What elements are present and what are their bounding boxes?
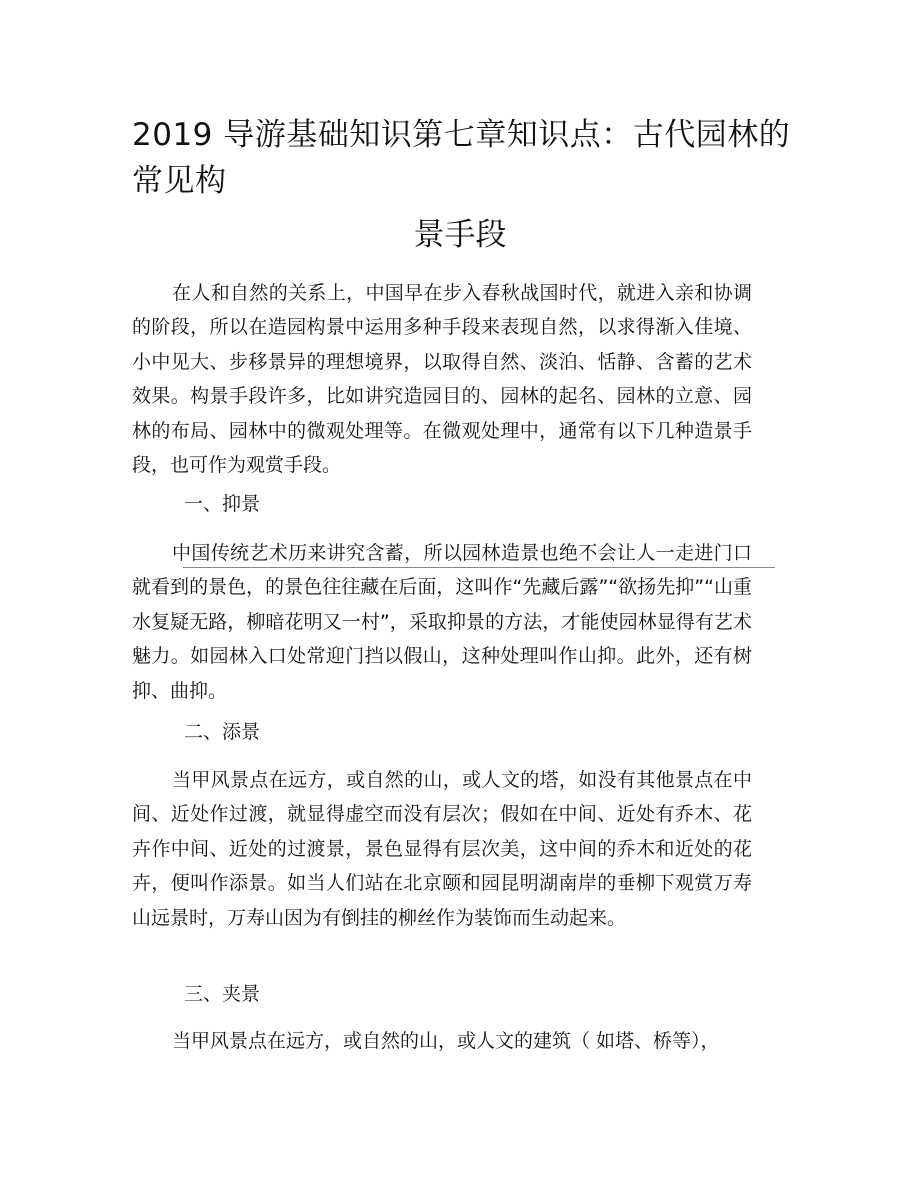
section-heading-3: 三、夹景 xyxy=(184,983,261,1005)
section-heading-1: 一、抑景 xyxy=(184,493,261,515)
title-line-1: 2019 导游基础知识第七章知识点：古代园林的常见构 xyxy=(132,117,791,199)
document-title-continued xyxy=(0,212,920,258)
intro-paragraph: 在人和自然的关系上，中国早在步入春秋战国时代，就进入亲和协调的阶段，所以在造园构景中运用多种手段来表现自然，以求得渐入佳境、小中见大、步移景异的理想境界，以取得自然、淡泊、恬静、含蓄的艺术效果。构景手段许多，比如讲究造园目的、园林的起名、园林的立意、园林的布局、园林中的微观处理等。在微观处理中，通常有以下几种造景手段，也可作为观赏手段。 xyxy=(132,282,752,477)
document-title xyxy=(132,112,792,204)
horizontal-rule xyxy=(183,567,775,568)
section-body-3: 当甲风景点在远方，或自然的山，或人文的建筑（ 如塔、桥等）， xyxy=(172,1030,720,1052)
title-line-2: 景手段 xyxy=(413,217,507,253)
section-body-2: 当甲风景点在远方，或自然的山，或人文的塔，如没有其他景点在中间、近处作过渡，就显得虚空而没有层次；假如在中间、近处有乔木、花卉作中间、近处的过渡景，景色显得有层次美，这中间的乔木和近处的花卉，便叫作添景。如当人们站在北京颐和园昆明湖南岸的垂柳下观赏万寿山远景时，万寿山因为有倒挂的柳丝作为装饰而生动起来。 xyxy=(132,769,752,929)
section-heading-2: 二、添景 xyxy=(184,721,261,743)
section-body-1: 中国传统艺术历来讲究含蓄，所以园林造景也绝不会让人一走进门口就看到的景色，的景色往往藏在后面，这叫作“先藏后露”“欲扬先抑”“山重水复疑无路，柳暗花明又一村”，采取抑景的方法，才能使园林显得有艺术魅力。如园林入口处常迎门挡以假山，这种处理叫作山抑。此外，还有树抑、曲抑。 xyxy=(132,542,752,702)
